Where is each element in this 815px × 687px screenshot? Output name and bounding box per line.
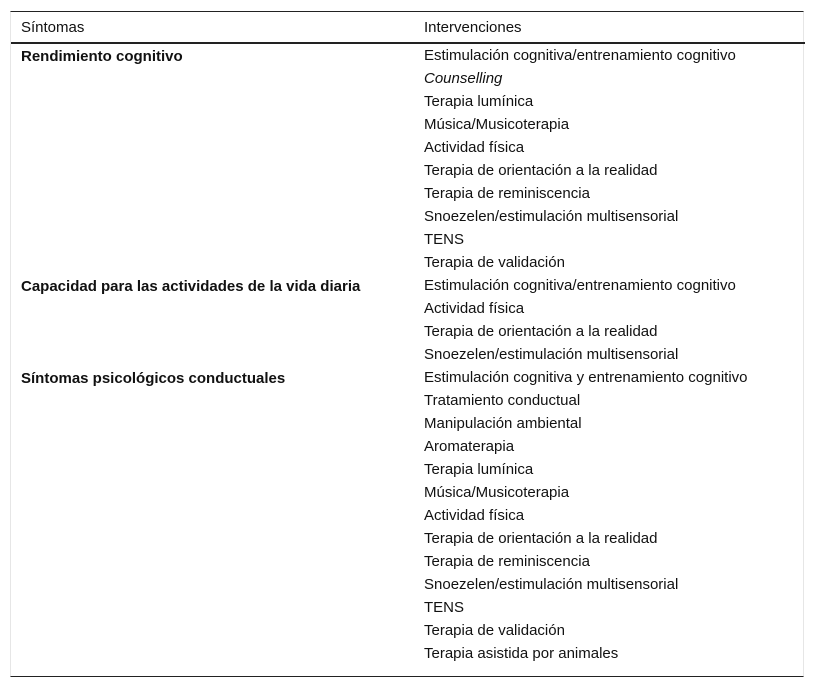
intervention-item: Tratamiento conductual xyxy=(424,392,581,409)
intervention-item: Estimulación cognitiva y entrenamiento cognitivo xyxy=(424,369,748,386)
interventions-cell xyxy=(413,43,805,274)
intervention-item: Manipulación ambiental xyxy=(424,415,582,432)
table-row xyxy=(11,366,805,665)
symptom-cell: Rendimiento cognitivo xyxy=(21,48,183,65)
intervention-item: Terapia de orientación a la realidad xyxy=(424,323,658,340)
table-row xyxy=(11,43,805,274)
intervention-item: Terapia de validación xyxy=(424,254,565,271)
interventions-cell xyxy=(413,366,805,665)
intervention-item: Música/Musicoterapia xyxy=(424,484,570,501)
table-header-row xyxy=(11,12,805,43)
intervention-item: Estimulación cognitiva/entrenamiento cognitivo xyxy=(424,47,736,64)
table-row xyxy=(11,274,805,366)
intervention-item: Terapia asistida por animales xyxy=(424,645,619,662)
intervention-item: Snoezelen/estimulación multisensorial xyxy=(424,208,679,225)
intervention-item: Terapia lumínica xyxy=(424,461,534,478)
intervention-item: Aromaterapia xyxy=(424,438,515,455)
header-symptoms: Síntomas xyxy=(11,12,413,43)
intervention-item: TENS xyxy=(424,231,465,248)
intervention-item: Terapia de orientación a la realidad xyxy=(424,162,658,179)
intervention-item: Estimulación cognitiva/entrenamiento cognitivo xyxy=(424,277,736,294)
symptoms-interventions-table-frame xyxy=(10,11,804,677)
symptom-cell: Síntomas psicológicos conductuales xyxy=(21,370,286,387)
intervention-item: Terapia lumínica xyxy=(424,93,534,110)
intervention-item: Snoezelen/estimulación multisensorial xyxy=(424,576,679,593)
intervention-item: Música/Musicoterapia xyxy=(424,116,570,133)
intervention-item: Terapia de reminiscencia xyxy=(424,185,590,202)
intervention-item: Terapia de reminiscencia xyxy=(424,553,590,570)
symptom-cell: Capacidad para las actividades de la vida diaria xyxy=(21,278,361,295)
intervention-item: Counselling xyxy=(424,70,503,87)
intervention-item: Actividad física xyxy=(424,507,525,524)
intervention-item: Actividad física xyxy=(424,139,525,156)
symptoms-interventions-table xyxy=(11,12,805,665)
header-interventions: Intervenciones xyxy=(413,12,805,43)
interventions-cell xyxy=(413,274,805,366)
intervention-item: Snoezelen/estimulación multisensorial xyxy=(424,346,679,363)
intervention-item: TENS xyxy=(424,599,465,616)
intervention-item: Terapia de orientación a la realidad xyxy=(424,530,658,547)
intervention-item: Actividad física xyxy=(424,300,525,317)
intervention-item: Terapia de validación xyxy=(424,622,565,639)
